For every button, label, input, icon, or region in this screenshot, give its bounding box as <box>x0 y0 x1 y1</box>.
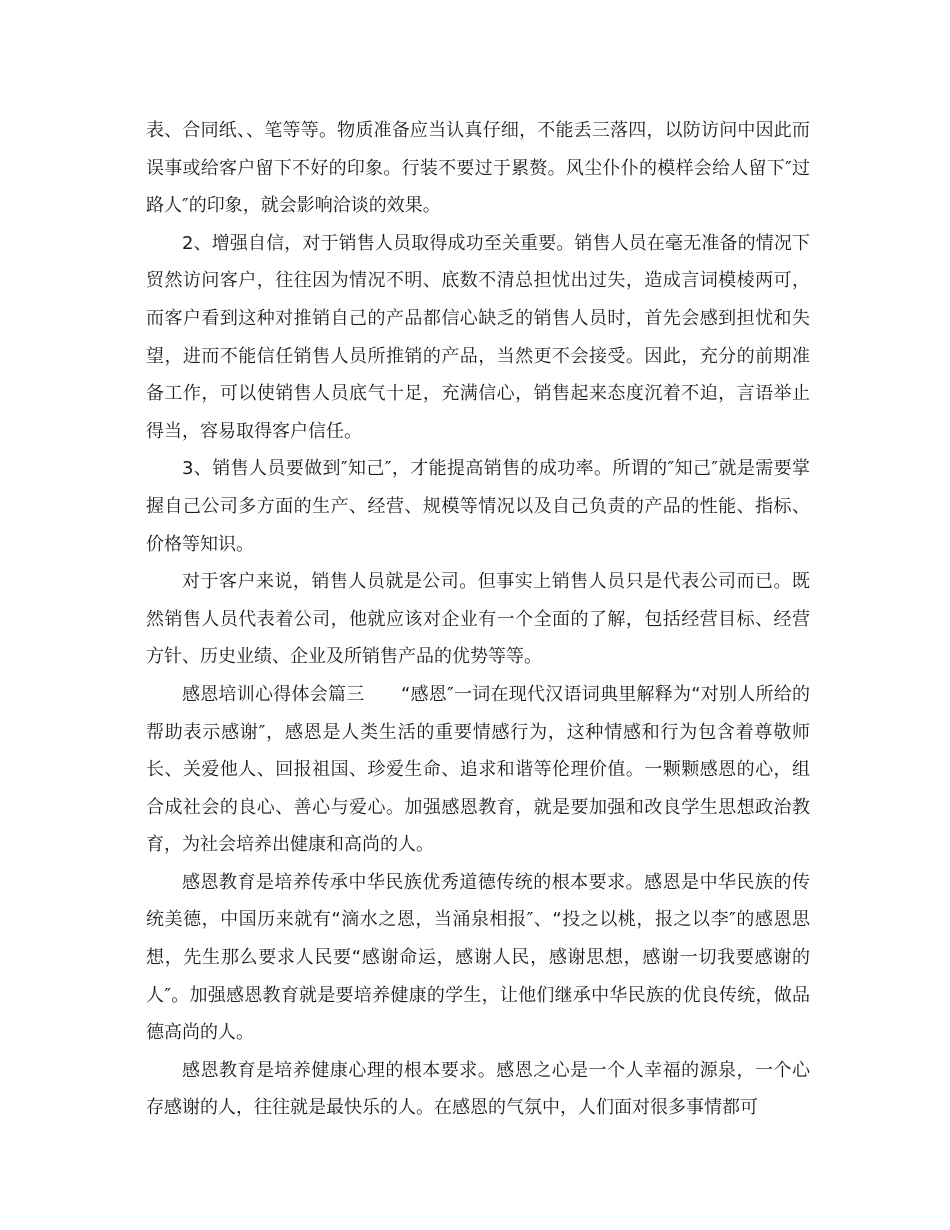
paragraph-gratitude-tradition: 感恩教育是培养传承中华民族优秀道德传统的根本要求。感恩是中华民族的传统美德，中国历来就有“滴水之恩，当涌泉相报″、“投之以桃，报之以李″的感恩思想，先生那么要求人民要“感谢命运，感谢人民，感谢思想，感谢一切我要感谢的人″。加强感恩教育就是要培养健康的学生，让他们继承中华民族的优良传统，做品德高尚的人。 <box>146 871 810 1044</box>
paragraph-continuation: 表、合同纸、、笔等等。物质准备应当认真仔细，不能丢三落四，以防访问中因此而误事或给客户留下不好的印象。行装不要过于累赘。风尘仆仆的模样会给人留下″过路人″的印象，就会影响洽谈的效果。 <box>146 120 810 217</box>
paragraph-confidence: 2、增强自信，对于销售人员取得成功至关重要。销售人员在毫无准备的情况下贸然访问客户，往往因为情况不明、底数不清总担忧出过失，造成言词模棱两可，而客户看到这种对推销自己的产品都信心缺乏的销售人员时，首先会感到担忧和失望，进而不能信任销售人员所推销的产品，当然更不会接受。因此，充分的前期准备工作，可以使销售人员底气十足，充满信心，销售起来态度沉着不迫，言语举止得当，容易取得客户信任。 <box>146 232 810 442</box>
paragraph-gratitude-intro: 感恩培训心得体会篇三 “感恩″一词在现代汉语词典里解释为“对别人所给的帮助表示感谢″，感恩是人类生活的重要情感行为，这种情感和行为包含着尊敬师长、关爱他人、回报祖国、珍爱生命、追求和谐等伦理价值。一颗颗感恩的心，组合成社会的良心、善心与爱心。加强感恩教育，就是要加强和改良学生思想政治教育，为社会培养出健康和高尚的人。 <box>146 683 810 856</box>
document-body <box>146 112 810 1127</box>
paragraph-gratitude-psychology: 感恩教育是培养健康心理的根本要求。感恩之心是一个人幸福的源泉，一个心存感谢的人，往往就是最快乐的人。在感恩的气氛中，人们面对很多事情都可 <box>146 1059 810 1119</box>
paragraph-represent-company: 对于客户来说，销售人员就是公司。但事实上销售人员只是代表公司而已。既然销售人员代表着公司，他就应该对企业有一个全面的了解，包括经营目标、经营方针、历史业绩、企业及所销售产品的优势等等。 <box>146 571 810 668</box>
paragraph-know-yourself: 3、销售人员要做到″知己″，才能提高销售的成功率。所谓的″知己″就是需要掌握自己公司多方面的生产、经营、规模等情况以及自己负责的产品的性能、指标、价格等知识。 <box>146 458 810 555</box>
